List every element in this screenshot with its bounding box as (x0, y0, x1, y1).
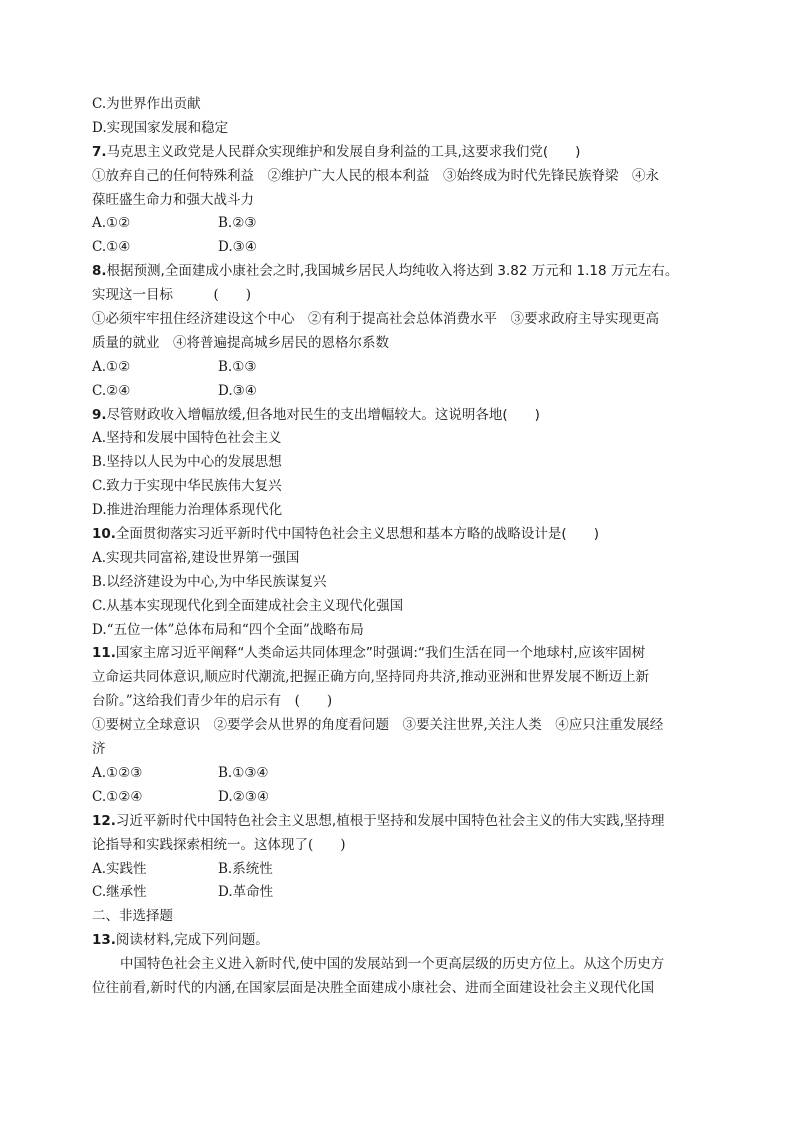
question-text: 阅读材料,完成下列问题。 (115, 932, 269, 949)
text-line: ①要树立全球意识 ②要学会从世界的角度看问题 ③要关注世界,关注人类 ④应只注重发展经 (92, 717, 664, 734)
question-number: 13. (92, 932, 116, 949)
answer-option: A.①② (92, 215, 131, 232)
answer-option: D.②③④ (218, 788, 269, 805)
question-number: 9. (92, 406, 107, 423)
text-line: C.为世界作出贡献 (92, 96, 201, 112)
answer-option: C.继承性 (92, 884, 147, 901)
answer-option: A.①②③ (92, 764, 143, 781)
answer-options-row (92, 236, 712, 260)
answer-options-row (92, 858, 712, 882)
question-text: 国家主席习近平阐释“人类命运共同体理念”时强调:“我们生活在同一个地球村,应该牢固树 (115, 645, 646, 662)
answer-options-row (92, 762, 712, 786)
text-line: 二、非选择题 (92, 908, 173, 925)
text-line: 葆旺盛生命力和强大战斗力 (92, 191, 254, 208)
text-line: B.以经济建设为中心,为中华民族谋复兴 (92, 573, 327, 590)
text-line: 位往前看,新时代的内涵,在国家层面是决胜全面建成小康社会、进而全面建设社会主义现代化国 (92, 979, 655, 996)
answer-option: B.②③ (218, 215, 257, 232)
answer-options-row (92, 786, 712, 810)
text-line: ①放弃自己的任何特殊利益 ②维护广大人民的根本利益 ③始终成为时代先锋民族脊梁 ④永 (92, 167, 659, 184)
question-stem (92, 810, 712, 834)
answer-option: A.①② (92, 358, 131, 375)
text-line: D.实现国家发展和稳定 (92, 119, 229, 136)
question-stem (92, 523, 712, 547)
question-stem (92, 642, 712, 666)
text-line: 台阶。”这给我们青少年的启示有 ( ) (92, 693, 333, 710)
text-line: 质量的就业 ④将普遍提高城乡居民的恩格尔系数 (92, 334, 389, 351)
question-number: 12. (92, 812, 116, 829)
text-line: A.实现共同富裕,建设世界第一强国 (92, 549, 300, 566)
answer-option: C.②④ (92, 382, 131, 399)
text-line: 论指导和实践探索相统一。这体现了( ) (92, 836, 346, 853)
answer-option: A.实践性 (92, 860, 147, 877)
text-line: 实现这一目标 ( ) (92, 287, 252, 304)
text-line: C.致力于实现中华民族伟大复兴 (92, 478, 282, 495)
question-text: 尽管财政收入增幅放缓,但各地对民生的支出增幅较大。这说明各地( ) (106, 406, 540, 423)
question-stem (92, 260, 712, 284)
answer-option: B.①③ (218, 358, 257, 375)
question-number: 11. (92, 645, 116, 662)
answer-option: C.①④ (92, 239, 131, 256)
text-line: D.推进治理能力治理体系现代化 (92, 502, 283, 519)
question-text: 根据预测,全面建成小康社会之时,我国城乡居民人均纯收入将达到 3.82 万元和 1.18 万元左右。 (106, 263, 679, 280)
question-text: 马克思主义政党是人民群众实现维护和发展自身利益的工具,这要求我们党( ) (106, 143, 581, 160)
text-line: 立命运共同体意识,顺应时代潮流,把握正确方向,坚持同舟共济,推动亚洲和世界发展不断迈上新 (92, 669, 650, 686)
text-line: D.“五位一体”总体布局和“四个全面”战略布局 (92, 621, 364, 638)
question-stem (92, 404, 712, 428)
question-number: 8. (92, 263, 107, 280)
text-line: ①必须牢牢扭住经济建设这个中心 ②有利于提高社会总体消费水平 ③要求政府主导实现更高 (92, 311, 659, 328)
answer-option: C.①②④ (92, 788, 143, 805)
question-stem (92, 929, 712, 953)
question-text: 习近平新时代中国特色社会主义思想,植根于坚持和发展中国特色社会主义的伟大实践,坚持理 (115, 812, 665, 829)
question-number: 10. (92, 526, 116, 543)
text-line: C.从基本实现现代化到全面建成社会主义现代化强国 (92, 597, 404, 614)
answer-option: D.③④ (218, 239, 257, 256)
answer-options-row (92, 356, 712, 380)
answer-options-row (92, 212, 712, 236)
text-line: A.坚持和发展中国特色社会主义 (92, 430, 282, 447)
answer-option: D.革命性 (218, 884, 274, 901)
document-page (92, 93, 712, 1001)
text-line: B.坚持以人民为中心的发展思想 (92, 454, 282, 471)
question-stem (92, 141, 712, 165)
answer-option: D.③④ (218, 382, 257, 399)
paragraph-line: 中国特色社会主义进入新时代,使中国的发展站到一个更高层级的历史方位上。从这个历史方 (120, 956, 665, 973)
answer-options-row (92, 380, 712, 404)
question-number: 7. (92, 143, 107, 160)
text-line: 济 (92, 741, 106, 758)
question-text: 全面贯彻落实习近平新时代中国特色社会主义思想和基本方略的战略设计是( ) (115, 526, 599, 543)
answer-option: B.系统性 (218, 860, 273, 877)
answer-option: B.①③④ (218, 764, 269, 781)
answer-options-row (92, 881, 712, 905)
